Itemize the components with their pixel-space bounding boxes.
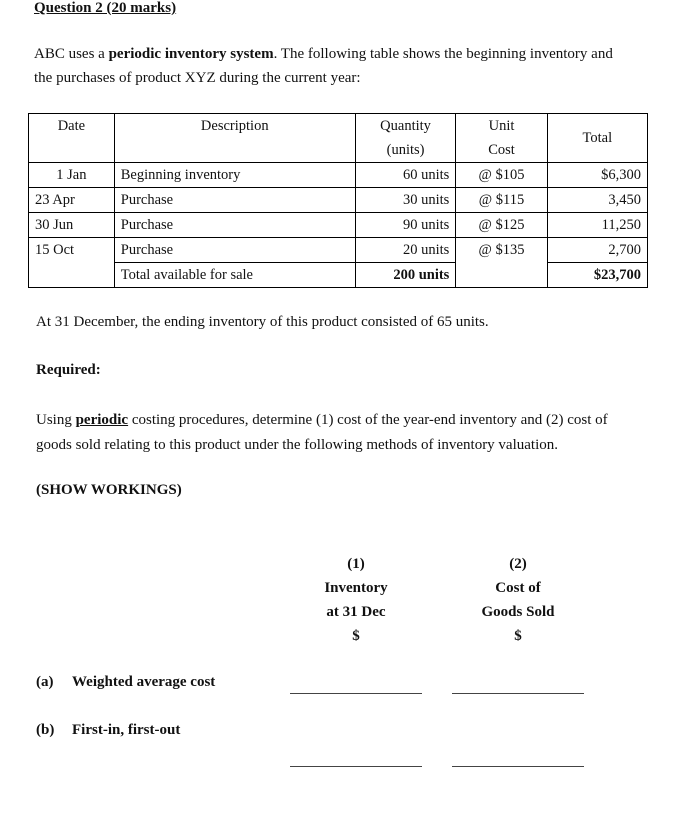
header-total: Total xyxy=(547,114,647,163)
header-description: Description xyxy=(114,114,355,163)
header-unit-cost xyxy=(456,114,547,163)
inventory-table xyxy=(28,113,648,288)
table-header-row xyxy=(29,114,648,163)
header-date: Date xyxy=(29,114,115,163)
row-total: 3,450 xyxy=(547,188,647,213)
column-unit: $ xyxy=(352,628,360,644)
row-description: Beginning inventory xyxy=(114,163,355,188)
row-unit-cost: @ $125 xyxy=(456,213,547,238)
row-total: 11,250 xyxy=(547,213,647,238)
ending-inventory-text: At 31 December, the ending inventory of this product consisted of 65 units. xyxy=(36,314,489,330)
table-row xyxy=(29,163,648,188)
row-description: Purchase xyxy=(114,188,355,213)
header-unit-line2: Cost xyxy=(488,142,515,158)
intro-text-2: . The following table shows the beginning inventory and the purchases of product XYZ during the current year: xyxy=(34,46,613,86)
header-unit-line1: Unit xyxy=(488,118,515,134)
method-text: Weighted average cost xyxy=(72,674,216,690)
table-row xyxy=(29,238,648,263)
method-label: (b) xyxy=(36,722,55,738)
intro-bold-term: periodic inventory system xyxy=(108,46,274,62)
table-row xyxy=(29,188,648,213)
column-heading-inventory xyxy=(306,552,406,648)
total-row-total: $23,700 xyxy=(547,263,647,288)
row-date: 30 Jun xyxy=(29,213,115,238)
show-workings-label: (SHOW WORKINGS) xyxy=(36,482,182,498)
row-total: $6,300 xyxy=(547,163,647,188)
total-row-description: Total available for sale xyxy=(114,263,355,288)
row-quantity: 90 units xyxy=(355,213,456,238)
instructions-text-1: Using xyxy=(36,412,76,428)
method-text: First-in, first-out xyxy=(72,722,181,738)
method-weighted-average xyxy=(36,674,215,691)
row-description: Purchase xyxy=(114,213,355,238)
instructions-text-2: costing procedures, determine (1) cost of the year-end inventory and (2) cost of goods sold relating to this product under the following methods of inventory valuation. xyxy=(36,412,608,453)
column-line1: Inventory xyxy=(324,580,388,596)
table-total-row xyxy=(29,263,648,288)
row-unit-cost: @ $115 xyxy=(456,188,547,213)
column-unit: $ xyxy=(514,628,522,644)
question-title: Question 2 (20 marks) xyxy=(34,0,177,16)
row-quantity: 30 units xyxy=(355,188,456,213)
row-total: 2,700 xyxy=(547,238,647,263)
column-line1: Cost of xyxy=(495,580,541,596)
table-row xyxy=(29,213,648,238)
column-heading-cogs xyxy=(468,552,568,648)
row-date: 23 Apr xyxy=(29,188,115,213)
row-quantity: 60 units xyxy=(355,163,456,188)
column-number: (2) xyxy=(509,556,527,572)
total-row-quantity: 200 units xyxy=(355,263,456,288)
intro-paragraph xyxy=(34,42,634,90)
row-date: 15 Oct xyxy=(29,238,115,263)
method-label: (a) xyxy=(36,674,54,690)
method-fifo xyxy=(36,722,180,739)
row-unit-cost: @ $135 xyxy=(456,238,547,263)
header-quantity-line2: (units) xyxy=(386,142,425,158)
header-quantity-line1: Quantity xyxy=(380,118,431,134)
column-number: (1) xyxy=(347,556,365,572)
intro-text-1: ABC uses a xyxy=(34,46,109,62)
instructions-paragraph xyxy=(36,408,636,458)
required-heading: Required: xyxy=(36,362,101,378)
total-row-unit-cost xyxy=(456,263,547,288)
instructions-underlined-term: periodic xyxy=(75,412,129,428)
answer-blank-inventory-b[interactable] xyxy=(290,766,422,767)
header-quantity xyxy=(355,114,456,163)
column-line2: Goods Sold xyxy=(481,604,555,620)
answer-blank-cogs-a[interactable] xyxy=(452,693,584,694)
row-date: 1 Jan xyxy=(29,163,115,188)
answer-blank-cogs-b[interactable] xyxy=(452,766,584,767)
answer-blank-inventory-a[interactable] xyxy=(290,693,422,694)
row-description: Purchase xyxy=(114,238,355,263)
column-line2: at 31 Dec xyxy=(326,604,386,620)
row-quantity: 20 units xyxy=(355,238,456,263)
row-unit-cost: @ $105 xyxy=(456,163,547,188)
total-row-date xyxy=(29,263,115,288)
